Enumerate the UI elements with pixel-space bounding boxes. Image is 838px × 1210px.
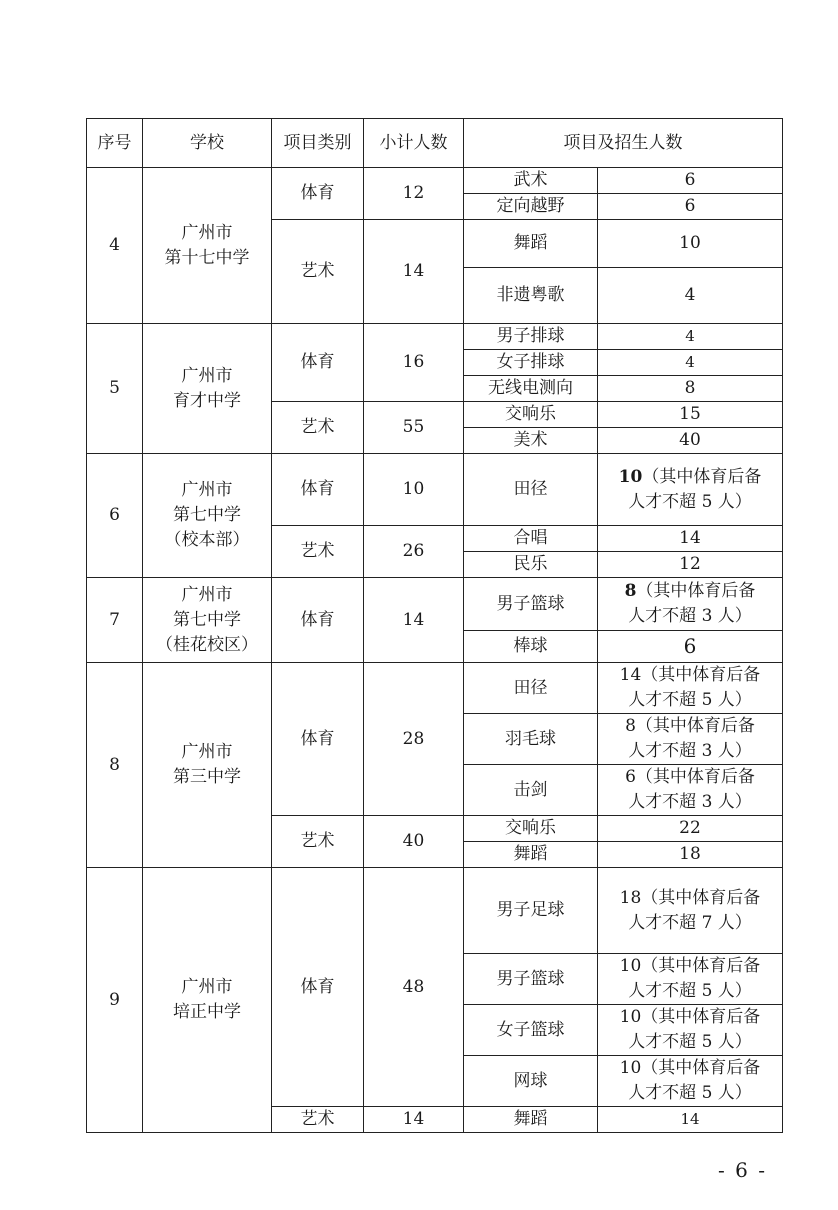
item-count: 14	[598, 1107, 783, 1133]
row-index: 6	[87, 454, 143, 578]
item-name: 女子排球	[464, 350, 598, 376]
item-count: 10	[598, 220, 783, 268]
item-count: 4	[598, 350, 783, 376]
subtotal-cell: 55	[364, 402, 464, 454]
row-index: 7	[87, 578, 143, 663]
item-name: 网球	[464, 1056, 598, 1107]
item-name: 男子足球	[464, 868, 598, 954]
subtotal-cell: 10	[364, 454, 464, 526]
subtotal-cell: 14	[364, 220, 464, 324]
item-name: 民乐	[464, 552, 598, 578]
category-cell: 体育	[272, 578, 364, 663]
row-index: 4	[87, 168, 143, 324]
table-row	[87, 454, 783, 526]
category-cell: 艺术	[272, 402, 364, 454]
item-count: 18	[598, 842, 783, 868]
category-cell: 艺术	[272, 526, 364, 578]
item-name: 女子篮球	[464, 1005, 598, 1056]
item-count: 22	[598, 816, 783, 842]
subtotal-cell: 40	[364, 816, 464, 868]
item-count: 10（其中体育后备 人才不超 5 人）	[598, 954, 783, 1005]
page-number: - 6 -	[718, 1158, 767, 1182]
item-name: 合唱	[464, 526, 598, 552]
item-name: 无线电测向	[464, 376, 598, 402]
item-count: 10（其中体育后备 人才不超 5 人）	[598, 1005, 783, 1056]
table-row	[87, 663, 783, 714]
item-count: 14（其中体育后备 人才不超 5 人）	[598, 663, 783, 714]
item-count: 6	[598, 194, 783, 220]
enrollment-table	[86, 118, 783, 1133]
category-cell: 艺术	[272, 816, 364, 868]
item-count: 14	[598, 526, 783, 552]
item-name: 羽毛球	[464, 714, 598, 765]
school-name: 广州市 第七中学 （校本部）	[143, 454, 272, 578]
item-name: 田径	[464, 454, 598, 526]
school-name: 广州市 第十七中学	[143, 168, 272, 324]
header-items: 项目及招生人数	[464, 119, 783, 168]
category-cell: 体育	[272, 868, 364, 1107]
item-name: 舞蹈	[464, 1107, 598, 1133]
item-name: 舞蹈	[464, 842, 598, 868]
table-row	[87, 168, 783, 194]
header-category: 项目类别	[272, 119, 364, 168]
item-name: 美术	[464, 428, 598, 454]
item-name: 舞蹈	[464, 220, 598, 268]
subtotal-cell: 48	[364, 868, 464, 1107]
subtotal-cell: 12	[364, 168, 464, 220]
subtotal-cell: 14	[364, 578, 464, 663]
item-count: 10（其中体育后备 人才不超 5 人）	[598, 454, 783, 526]
item-name: 交响乐	[464, 816, 598, 842]
item-count: 12	[598, 552, 783, 578]
row-index: 9	[87, 868, 143, 1133]
table-row	[87, 578, 783, 631]
item-count: 6（其中体育后备 人才不超 3 人）	[598, 765, 783, 816]
row-index: 5	[87, 324, 143, 454]
category-cell: 艺术	[272, 220, 364, 324]
item-name: 棒球	[464, 631, 598, 663]
subtotal-cell: 16	[364, 324, 464, 402]
item-name: 男子篮球	[464, 954, 598, 1005]
subtotal-cell: 14	[364, 1107, 464, 1133]
table-row	[87, 324, 783, 350]
item-count: 6	[598, 631, 783, 663]
subtotal-cell: 28	[364, 663, 464, 816]
item-count: 18（其中体育后备 人才不超 7 人）	[598, 868, 783, 954]
item-count: 40	[598, 428, 783, 454]
item-count: 8（其中体育后备 人才不超 3 人）	[598, 578, 783, 631]
table-row	[87, 868, 783, 954]
item-count: 6	[598, 168, 783, 194]
school-name: 广州市 培正中学	[143, 868, 272, 1133]
header-index: 序号	[87, 119, 143, 168]
header-subtotal: 小计人数	[364, 119, 464, 168]
item-count: 8	[598, 376, 783, 402]
item-count: 4	[598, 324, 783, 350]
item-count: 4	[598, 268, 783, 324]
school-name: 广州市 第七中学 （桂花校区）	[143, 578, 272, 663]
category-cell: 体育	[272, 454, 364, 526]
school-name: 广州市 育才中学	[143, 324, 272, 454]
category-cell: 体育	[272, 663, 364, 816]
item-count: 10（其中体育后备 人才不超 5 人）	[598, 1056, 783, 1107]
row-index: 8	[87, 663, 143, 868]
item-name: 非遗粤歌	[464, 268, 598, 324]
school-name: 广州市 第三中学	[143, 663, 272, 868]
item-name: 男子排球	[464, 324, 598, 350]
item-name: 击剑	[464, 765, 598, 816]
item-name: 武术	[464, 168, 598, 194]
category-cell: 体育	[272, 324, 364, 402]
category-cell: 体育	[272, 168, 364, 220]
item-count: 8（其中体育后备 人才不超 3 人）	[598, 714, 783, 765]
item-count: 15	[598, 402, 783, 428]
subtotal-cell: 26	[364, 526, 464, 578]
item-name: 定向越野	[464, 194, 598, 220]
header-school: 学校	[143, 119, 272, 168]
item-name: 田径	[464, 663, 598, 714]
table-header-row	[87, 119, 783, 168]
item-name: 交响乐	[464, 402, 598, 428]
category-cell: 艺术	[272, 1107, 364, 1133]
item-name: 男子篮球	[464, 578, 598, 631]
